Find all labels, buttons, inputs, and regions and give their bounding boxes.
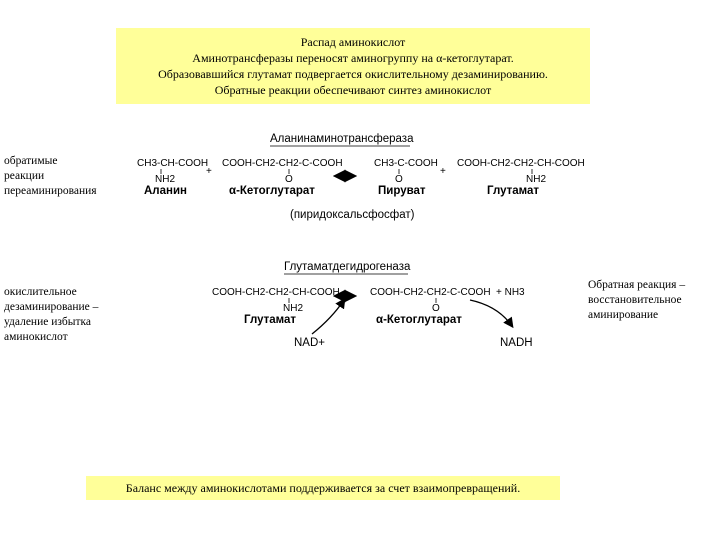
glutamate-group: NH2 xyxy=(526,174,547,185)
glutamate-label: Глутамат xyxy=(487,185,540,197)
note-line: дезаминирование – xyxy=(4,301,99,313)
plus-sign: + xyxy=(206,166,212,177)
ammonia-label: + NH3 xyxy=(496,287,525,298)
glutamate-label-2: Глутамат xyxy=(244,314,297,326)
note-line: восстановительное xyxy=(588,294,682,306)
akg-group-2: O xyxy=(432,303,440,314)
header-line-3: Образовавшийся глутамат подвергается окислительному дезаминированию. xyxy=(158,67,548,81)
akg-formula: COOH-CH2-CH2-C-COOH xyxy=(222,158,343,169)
alanine-group: NH2 xyxy=(155,174,176,185)
footer-box: Баланс между аминокислотами поддерживается за счет взаимопревращений. xyxy=(86,476,560,500)
nadh-arrow xyxy=(470,300,512,326)
akg-formula-2: COOH-CH2-CH2-C-COOH xyxy=(370,287,491,298)
nad-label: NAD+ xyxy=(294,337,325,349)
enzyme-gdh-label: Глутаматдегидрогеназа xyxy=(284,261,411,273)
note-line: аминокислот xyxy=(4,331,68,343)
note-line: окислительное xyxy=(4,286,77,298)
note-line: Обратная реакция – xyxy=(588,279,686,291)
header-line-2: Аминотрансферазы переносят аминогруппу на α-кетоглутарат. xyxy=(192,51,514,65)
alanine-formula: CH3-CH-COOH xyxy=(137,158,209,169)
note-line: переаминирования xyxy=(4,185,97,197)
note-line: реакции xyxy=(4,170,45,182)
note-line: удаление избытка xyxy=(4,316,92,328)
header-line-1: Распад аминокислот xyxy=(300,35,406,49)
alanine-label: Аланин xyxy=(144,185,187,197)
glutamate-group-2: NH2 xyxy=(283,303,304,314)
enzyme-alt-label: Аланинаминотрансфераза xyxy=(270,133,414,145)
plus-sign: + xyxy=(440,166,446,177)
akg-label: α-Кетоглутарат xyxy=(229,185,315,197)
cofactor-label: (пиридоксальсфосфат) xyxy=(290,209,415,221)
pyruvate-formula: CH3-C-COOH xyxy=(374,158,438,169)
nad-arrow xyxy=(312,300,344,334)
nadh-label: NADH xyxy=(500,337,533,349)
glutamate-formula-2: COOH-CH2-CH2-CH-COOH xyxy=(212,287,340,298)
akg-group: O xyxy=(285,174,293,185)
pyruvate-group: O xyxy=(395,174,403,185)
akg-label-2: α-Кетоглутарат xyxy=(376,314,462,326)
header-line-4: Обратные реакции обеспечивают синтез аминокислот xyxy=(214,83,492,97)
note-line: обратимые xyxy=(4,155,58,167)
note-line: аминирование xyxy=(588,309,659,321)
glutamate-formula: COOH-CH2-CH2-CH-COOH xyxy=(457,158,585,169)
pyruvate-label: Пируват xyxy=(378,185,426,197)
